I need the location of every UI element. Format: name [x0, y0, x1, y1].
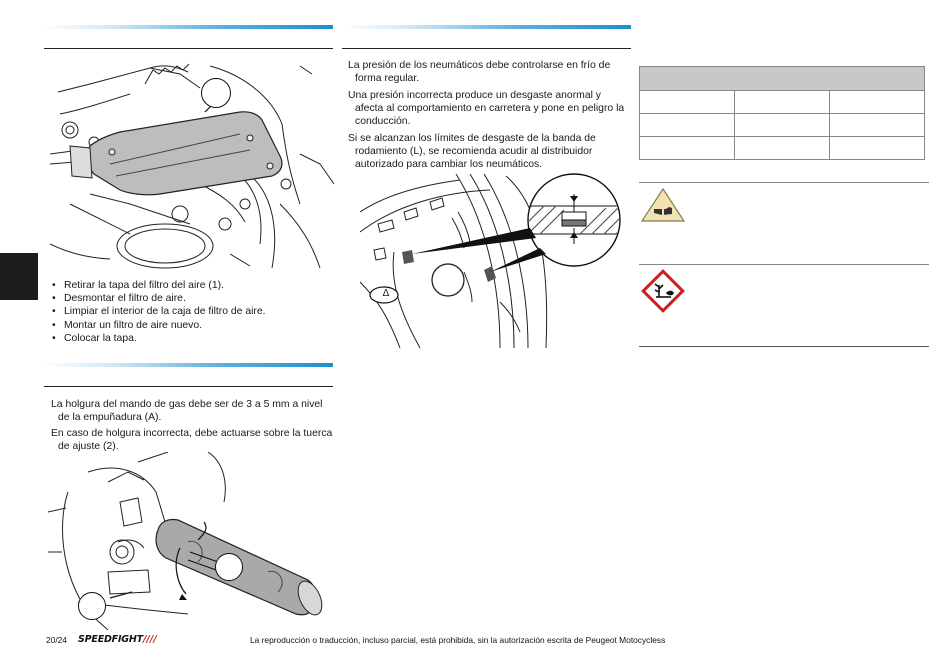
- notice-divider: [639, 346, 929, 347]
- table-cell: [640, 137, 735, 160]
- section-title-rule: [44, 386, 333, 387]
- speedfight-logo: SPEEDFIGHT////: [78, 634, 157, 645]
- tyres-paragraph-2: Una presión incorrecta produce un desgaste anormal y afecta al comportamiento en carretera y pone en peligro la conducción.: [348, 90, 625, 128]
- table-row: [640, 137, 925, 160]
- table-cell: [640, 114, 735, 137]
- table-cell: [640, 91, 735, 114]
- pressure-table: [639, 90, 925, 160]
- notice-divider: [639, 182, 929, 183]
- list-item: • Desmontar el filtro de aire.: [52, 292, 332, 305]
- air-filter-illustration: [50, 54, 334, 269]
- section-header-bar: [44, 363, 333, 367]
- wear-indicator-label: Δ: [382, 288, 390, 299]
- list-item: • Colocar la tapa.: [52, 332, 332, 345]
- table-cell: [830, 114, 925, 137]
- table-row: [640, 114, 925, 137]
- page-number: 20/24: [46, 635, 67, 645]
- pressure-table-header: [639, 66, 925, 91]
- air-filter-steps: [52, 279, 332, 345]
- copyright-footer: La reproducción o traducción, incluso parcial, está prohibida, sin la autorización escrita de Peugeot Motocycless: [250, 635, 666, 645]
- section-title-rule: [44, 48, 333, 49]
- section-header-bar: [342, 25, 631, 29]
- tyres-paragraph-1: La presión de los neumáticos debe controlarse en frío de forma regular.: [348, 60, 611, 85]
- list-item: • Limpiar el interior de la caja de filtro de aire.: [52, 305, 332, 318]
- pointing-hand-icon: [640, 187, 686, 223]
- list-item: • Montar un filtro de aire nuevo.: [52, 319, 332, 332]
- environment-hazard-icon: [641, 269, 685, 313]
- table-cell: [830, 91, 925, 114]
- table-cell: [735, 114, 830, 137]
- throttle-paragraph-2: En caso de holgura incorrecta, debe actuarse sobre la tuerca de ajuste (2).: [51, 428, 333, 453]
- section-header-bar: [44, 25, 333, 29]
- callout-2: [215, 553, 243, 581]
- notice-divider: [639, 264, 929, 265]
- section-side-tab: [0, 253, 38, 300]
- table-cell: [735, 91, 830, 114]
- table-row: [640, 91, 925, 114]
- section-title-rule: [342, 48, 631, 49]
- list-item: • Retirar la tapa del filtro del aire (1).: [52, 279, 332, 292]
- callout-1: [201, 78, 231, 108]
- callout-a: [78, 592, 106, 620]
- throttle-paragraph-1: La holgura del mando de gas debe ser de 3 a 5 mm a nivel de la empuñadura (A).: [51, 399, 323, 424]
- tyre-wear-illustration: [360, 172, 632, 348]
- table-cell: [735, 137, 830, 160]
- tyres-paragraph-3: Si se alcanzan los límites de desgaste de la banda de rodamiento (L), se recomienda acudir al distribuidor autorizado para cambiar los neumáticos.: [348, 133, 596, 171]
- table-cell: [830, 137, 925, 160]
